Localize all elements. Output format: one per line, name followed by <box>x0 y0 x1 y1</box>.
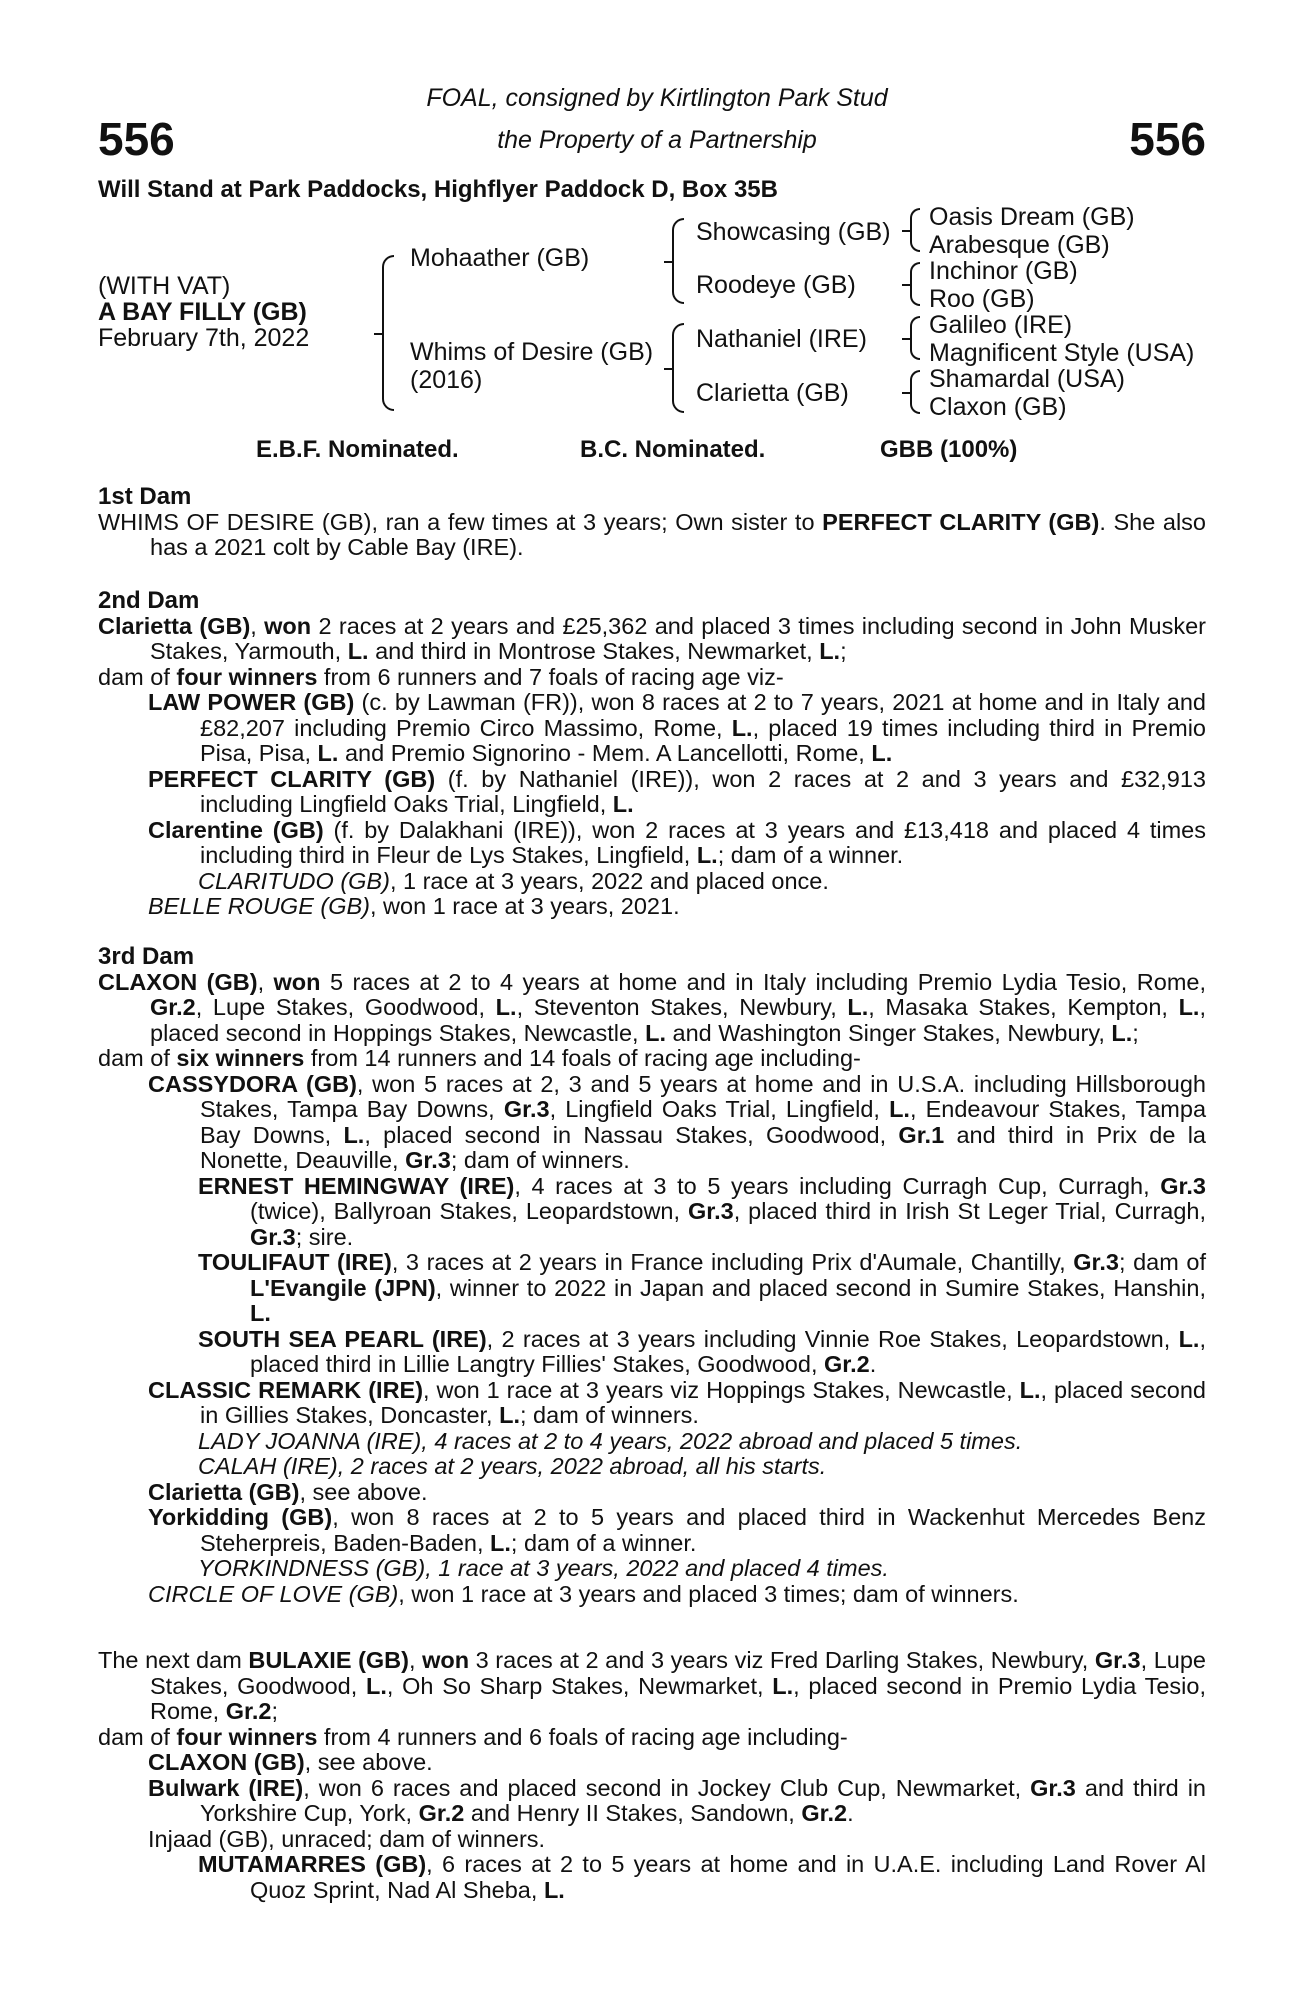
dam: Whims of Desire (GB) <box>410 338 654 366</box>
second-dam-heading: 2nd Dam <box>98 587 200 614</box>
dd-dam: Claxon (GB) <box>929 393 1067 421</box>
classic-remark-entry: CLASSIC REMARK (IRE), won 1 race at 3 years viz Hoppings Stakes, Newcastle, L., placed second in Gillies Stakes, Doncaster, L.; dam of winners. <box>148 1376 1206 1428</box>
second-dam-section <box>98 588 1206 920</box>
claxon-entry: CLAXON (GB), see above. <box>148 1749 433 1775</box>
gbb-label: GBB (100%) <box>880 436 1018 463</box>
vat-label: (WITH VAT) <box>98 272 231 300</box>
toulifaut-entry: TOULIFAUT (IRE), 3 races at 2 years in France including Prix d'Aumale, Chantilly, Gr.3; dam of L'Evangile (JPN), winner to 2022 in Japan and placed second in Sumire Stakes, Hanshin, L. <box>198 1249 1206 1326</box>
south-sea-pearl-entry: SOUTH SEA PEARL (IRE), 2 races at 3 years including Vinnie Roe Stakes, Leopardstown, L., placed third in Lillie Langtry Fillies' Stakes, Goodwood, Gr.2. <box>198 1325 1206 1377</box>
third-dam-section <box>98 944 1206 1607</box>
brace-dd <box>910 370 920 414</box>
belle-rouge-entry: BELLE ROUGE (GB), won 1 race at 3 years, 2021. <box>148 893 680 919</box>
perfect-clarity-entry: PERFECT CLARITY (GB) (f. by Nathaniel (IRE)), won 2 races at 2 and 3 years and £32,913 including Lingfield Oaks Trial, Lingfield, L. <box>148 765 1206 817</box>
cassydora-entry: CASSYDORA (GB), won 5 races at 2, 3 and 5 years at home and in U.S.A. including Hillsborough Stakes, Tampa Bay Downs, Gr.3, Lingfield Oaks Trial, Lingfield, L., Endeavour Stakes, Tampa Bay Downs, L., placed second in Nassau Stakes, Goodwood, Gr.1 and third in Prix de la Nonette, Deauville, Gr.3; dam of winners. <box>148 1070 1207 1173</box>
first-dam-section <box>98 484 1206 561</box>
sd-dam: Roo (GB) <box>929 285 1035 313</box>
clarentine-entry: Clarentine (GB) (f. by Dalakhani (IRE)), won 2 races at 3 years and £13,418 and placed 4 times including third in Fleur de Lys Stakes, Lingfield, L.; dam of a winner. <box>148 816 1206 868</box>
ds-dam: Magnificent Style (USA) <box>929 339 1195 367</box>
next-dam-record: The next dam BULAXIE (GB), won 3 races at 2 and 3 years viz Fred Darling Stakes, Newbury, Gr.3, Lupe Stakes, Goodwood, L., Oh So Sharp Stakes, Newmarket, L., placed second in Premio Lydia Tesio, Rome, Gr.2; <box>98 1647 1207 1724</box>
next-dam-section <box>98 1648 1206 1903</box>
dam-sire: Nathaniel (IRE) <box>696 325 867 353</box>
dam-dam: Clarietta (GB) <box>696 379 849 407</box>
foaling-date: February 7th, 2022 <box>98 324 310 352</box>
clarietta-entry: Clarietta (GB), see above. <box>148 1478 428 1505</box>
ds-sire: Galileo (IRE) <box>929 311 1073 339</box>
ss-sire: Oasis Dream (GB) <box>929 203 1135 231</box>
sire: Mohaather (GB) <box>410 244 590 272</box>
brace-ss <box>910 208 920 252</box>
brace-sd <box>910 262 920 306</box>
lot-number-right: 556 <box>1129 113 1206 165</box>
sire-dam: Roodeye (GB) <box>696 271 856 299</box>
ernest-hemingway-entry: ERNEST HEMINGWAY (IRE), 4 races at 3 to 5 years including Curragh Cup, Curragh, Gr.3 (twice), Ballyroan Stakes, Leopardstown, Gr.3, placed third in Irish St Leger Trial, Curragh, Gr.3; sire. <box>198 1172 1207 1250</box>
first-dam-heading: 1st Dam <box>98 483 192 510</box>
circle-of-love-entry: CIRCLE OF LOVE (GB), won 1 race at 3 years and placed 3 times; dam of winners. <box>148 1580 1019 1607</box>
brace-dam <box>672 323 684 413</box>
ss-dam: Arabesque (GB) <box>929 231 1110 259</box>
law-power-entry: LAW POWER (GB) (c. by Lawman (FR)), won 8 races at 2 to 7 years, 2021 at home and in Italy and £82,207 including Premio Circo Massimo, Rome, L., placed 19 times including third in Premio Pisa, Pisa, L. and Premio Signorino - Mem. A Lancellotti, Rome, L. <box>148 689 1206 766</box>
calah-entry: CALAH (IRE), 2 races at 2 years, 2022 abroad, all his starts. <box>198 1453 827 1479</box>
sd-sire: Inchinor (GB) <box>929 257 1078 285</box>
third-dam-heading: 3rd Dam <box>98 943 195 970</box>
next-dam-produce: dam of four winners from 4 runners and 6 foals of racing age including- <box>98 1723 848 1750</box>
consignor-line-2: the Property of a Partnership <box>497 126 817 154</box>
lady-joanna-entry: LADY JOANNA (IRE), 4 races at 2 to 4 years, 2022 abroad and placed 5 times. <box>198 1427 1023 1454</box>
brace-sire <box>672 218 684 304</box>
injaad-entry: Injaad (GB), unraced; dam of winners. <box>148 1825 546 1852</box>
first-dam-text: WHIMS OF DESIRE (GB), ran a few times at 3 years; Own sister to PERFECT CLARITY (GB). She also has a 2021 colt by Cable Bay (IRE). <box>98 508 1206 560</box>
third-dam-produce: dam of six winners from 14 runners and 14 foals of racing age including- <box>98 1045 861 1071</box>
yorkindness-entry: YORKINDNESS (GB), 1 race at 3 years, 2022 and placed 4 times. <box>198 1555 889 1581</box>
dd-sire: Shamardal (USA) <box>929 365 1125 393</box>
claritudo-entry: CLARITUDO (GB), 1 race at 3 years, 2022 and placed once. <box>198 867 829 894</box>
stand-location: Will Stand at Park Paddocks, Highflyer Paddock D, Box 35B <box>98 176 778 203</box>
brace-main <box>382 255 394 411</box>
brace-ds <box>910 316 920 360</box>
sire-sire: Showcasing (GB) <box>696 218 891 246</box>
second-dam-record: Clarietta (GB), won 2 races at 2 years and £25,362 and placed 3 times including second in John Musker Stakes, Yarmouth, L. and third in Montrose Stakes, Newmarket, L.; <box>98 612 1206 664</box>
lot-number-left: 556 <box>98 113 175 165</box>
mutamarres-entry: MUTAMARRES (GB), 6 races at 2 to 5 years at home and in U.A.E. including Land Rover Al Quoz Sprint, Nad Al Sheba, L. <box>198 1851 1206 1903</box>
bulwark-entry: Bulwark (IRE), won 6 races and placed second in Jockey Club Cup, Newmarket, Gr.3 and third in Yorkshire Cup, York, Gr.2 and Henry II Stakes, Sandown, Gr.2. <box>148 1774 1206 1826</box>
ebf-nominated: E.B.F. Nominated. <box>256 436 459 463</box>
consignor-line-1: FOAL, consigned by Kirtlington Park Stud <box>426 84 888 112</box>
yorkidding-entry: Yorkidding (GB), won 8 races at 2 to 5 years and placed third in Wackenhut Mercedes Benz Steherpreis, Baden-Baden, L.; dam of a winner. <box>148 1504 1206 1556</box>
bc-nominated: B.C. Nominated. <box>580 436 766 463</box>
horse-name: A BAY FILLY (GB) <box>98 298 307 326</box>
dam-year: (2016) <box>410 366 483 394</box>
second-dam-produce: dam of four winners from 6 runners and 7 foals of racing age viz- <box>98 663 784 690</box>
third-dam-record: CLAXON (GB), won 5 races at 2 to 4 years at home and in Italy including Premio Lydia Tesio, Rome, Gr.2, Lupe Stakes, Goodwood, L., Steventon Stakes, Newbury, L., Masaka Stakes, Kempton, L., placed second in Hoppings Stakes, Newcastle, L. and Washington Singer Stakes, Newbury, L.; <box>98 968 1206 1046</box>
